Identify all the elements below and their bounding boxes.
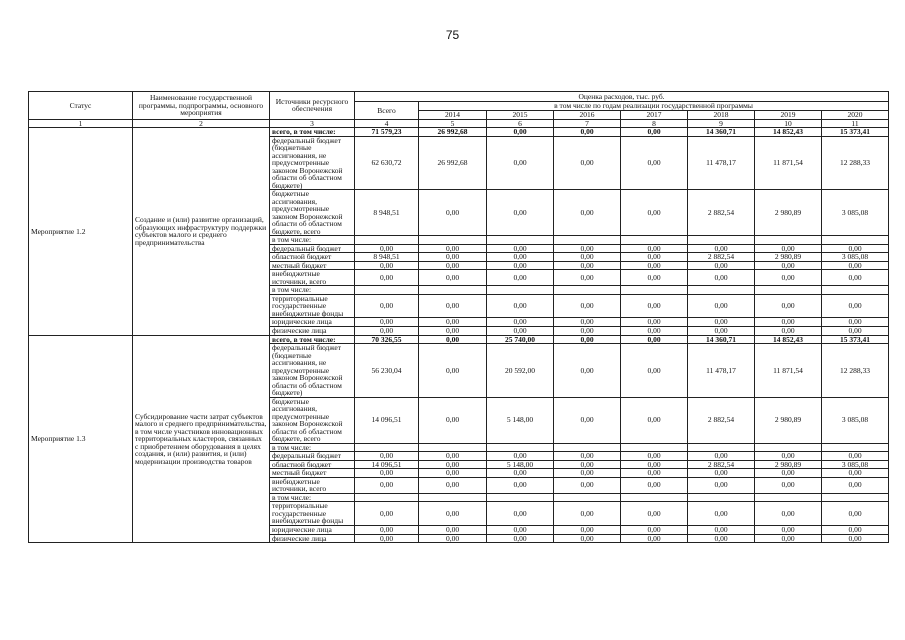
total-value-cell: 71 579,23	[355, 128, 419, 137]
total-row	[29, 128, 889, 137]
year-value-cell: 0,00	[688, 534, 755, 543]
year-value-cell	[554, 236, 621, 245]
column-numbers-row	[29, 119, 889, 128]
year-value-cell: 0,00	[621, 136, 688, 190]
year-value-cell: 0,00	[487, 525, 554, 534]
year-value-cell: 26 992,68	[419, 128, 487, 137]
year-value-cell: 0,00	[822, 327, 889, 336]
total-value-cell: 0,00	[355, 534, 419, 543]
funding-source: территориальные государственные внебюджетные фонды	[270, 294, 355, 318]
header-status: Статус	[29, 92, 133, 120]
column-number: 9	[688, 119, 755, 128]
year-value-cell: 0,00	[688, 525, 755, 534]
funding-source: юридические лица	[270, 525, 355, 534]
header-year: 2014	[419, 111, 487, 120]
year-value-cell: 0,00	[554, 270, 621, 286]
year-value-cell: 0,00	[554, 397, 621, 443]
year-value-cell: 0,00	[554, 253, 621, 262]
year-value-cell	[487, 443, 554, 452]
year-value-cell	[688, 493, 755, 502]
year-value-cell: 0,00	[487, 294, 554, 318]
funding-source: в том числе:	[270, 236, 355, 245]
year-value-cell	[755, 236, 822, 245]
header-year: 2016	[554, 111, 621, 120]
funding-source: внебюджетные источники, всего	[270, 270, 355, 286]
total-value-cell: 0,00	[355, 525, 419, 534]
total-row	[29, 335, 889, 344]
year-value-cell: 0,00	[621, 294, 688, 318]
total-value-cell	[355, 236, 419, 245]
total-value-cell: 0,00	[355, 261, 419, 270]
total-value-cell: 14 096,51	[355, 460, 419, 469]
year-value-cell: 3 085,08	[822, 253, 889, 262]
year-value-cell: 15 373,41	[822, 335, 889, 344]
year-value-cell: 0,00	[755, 294, 822, 318]
year-value-cell: 0,00	[755, 270, 822, 286]
year-value-cell: 15 373,41	[822, 128, 889, 137]
funding-source: в том числе:	[270, 443, 355, 452]
funding-source: внебюджетные источники, всего	[270, 477, 355, 493]
header-year: 2017	[621, 111, 688, 120]
year-value-cell: 0,00	[554, 502, 621, 526]
year-value-cell: 0,00	[487, 477, 554, 493]
year-value-cell: 0,00	[419, 327, 487, 336]
total-value-cell	[355, 493, 419, 502]
year-value-cell: 0,00	[487, 270, 554, 286]
year-value-cell: 0,00	[554, 136, 621, 190]
year-value-cell: 0,00	[621, 460, 688, 469]
year-value-cell: 20 592,00	[487, 344, 554, 398]
year-value-cell: 0,00	[822, 294, 889, 318]
total-value-cell: 0,00	[355, 477, 419, 493]
total-value-cell: 0,00	[355, 318, 419, 327]
year-value-cell: 0,00	[554, 525, 621, 534]
year-value-cell	[487, 236, 554, 245]
year-value-cell: 0,00	[554, 190, 621, 236]
year-value-cell: 0,00	[822, 270, 889, 286]
year-value-cell: 0,00	[621, 327, 688, 336]
year-value-cell: 0,00	[487, 244, 554, 253]
year-value-cell: 0,00	[621, 190, 688, 236]
year-value-cell: 2 882,54	[688, 253, 755, 262]
year-value-cell: 0,00	[554, 335, 621, 344]
year-value-cell: 11 871,54	[755, 136, 822, 190]
year-value-cell: 0,00	[487, 128, 554, 137]
year-value-cell: 0,00	[487, 452, 554, 461]
year-value-cell: 0,00	[487, 534, 554, 543]
column-number: 11	[822, 119, 889, 128]
year-value-cell: 0,00	[755, 502, 822, 526]
year-value-cell: 0,00	[419, 253, 487, 262]
year-value-cell: 0,00	[755, 469, 822, 478]
funding-source: федеральный бюджет (бюджетные ассигнования, не предусмотренные законом Воронежской области об областном бюджете)	[270, 344, 355, 398]
total-value-cell: 0,00	[355, 502, 419, 526]
year-value-cell	[822, 236, 889, 245]
table-body	[29, 128, 889, 543]
total-value-cell: 0,00	[355, 270, 419, 286]
year-value-cell: 0,00	[554, 327, 621, 336]
year-value-cell: 0,00	[755, 534, 822, 543]
year-value-cell: 0,00	[554, 244, 621, 253]
year-value-cell: 2 980,89	[755, 397, 822, 443]
year-value-cell: 5 148,00	[487, 460, 554, 469]
year-value-cell	[554, 286, 621, 295]
total-value-cell: 0,00	[355, 327, 419, 336]
funding-source: физические лица	[270, 534, 355, 543]
year-value-cell: 0,00	[419, 502, 487, 526]
year-value-cell: 5 148,00	[487, 397, 554, 443]
year-value-cell: 0,00	[419, 344, 487, 398]
page-number: 75	[445, 28, 460, 42]
funding-source: территориальные государственные внебюджетные фонды	[270, 502, 355, 526]
year-value-cell: 0,00	[621, 318, 688, 327]
column-number: 2	[133, 119, 270, 128]
total-value-cell: 8 948,51	[355, 190, 419, 236]
year-value-cell: 0,00	[822, 534, 889, 543]
year-value-cell: 2 882,54	[688, 190, 755, 236]
year-value-cell: 0,00	[419, 525, 487, 534]
year-value-cell: 2 980,89	[755, 460, 822, 469]
column-number: 10	[755, 119, 822, 128]
year-value-cell: 0,00	[822, 261, 889, 270]
year-value-cell: 0,00	[554, 534, 621, 543]
year-value-cell: 0,00	[755, 327, 822, 336]
year-value-cell: 0,00	[822, 525, 889, 534]
year-value-cell: 0,00	[487, 502, 554, 526]
year-value-cell: 0,00	[621, 469, 688, 478]
year-value-cell: 0,00	[554, 318, 621, 327]
year-value-cell: 0,00	[822, 502, 889, 526]
funding-source: областной бюджет	[270, 460, 355, 469]
year-value-cell	[755, 493, 822, 502]
total-value-cell: 0,00	[355, 244, 419, 253]
header-total: Всего	[355, 102, 419, 120]
year-value-cell: 0,00	[419, 335, 487, 344]
funding-source: местный бюджет	[270, 261, 355, 270]
year-value-cell	[688, 286, 755, 295]
year-value-cell: 26 992,68	[419, 136, 487, 190]
year-value-cell: 0,00	[621, 525, 688, 534]
year-value-cell	[487, 493, 554, 502]
year-value-cell: 2 980,89	[755, 190, 822, 236]
year-value-cell: 11 871,54	[755, 344, 822, 398]
year-value-cell: 0,00	[487, 136, 554, 190]
year-value-cell: 2 980,89	[755, 253, 822, 262]
year-value-cell: 0,00	[688, 469, 755, 478]
year-value-cell: 25 740,00	[487, 335, 554, 344]
column-number: 5	[419, 119, 487, 128]
total-value-cell	[355, 443, 419, 452]
year-value-cell: 0,00	[688, 502, 755, 526]
year-value-cell	[554, 443, 621, 452]
header-year: 2020	[822, 111, 889, 120]
year-value-cell: 0,00	[755, 318, 822, 327]
year-value-cell: 12 288,33	[822, 344, 889, 398]
year-value-cell	[554, 493, 621, 502]
year-value-cell	[419, 236, 487, 245]
year-value-cell	[755, 443, 822, 452]
header-name: Наименование государственной программы, подпрограммы, основного мероприятия	[133, 92, 270, 120]
year-value-cell: 0,00	[822, 469, 889, 478]
year-value-cell: 0,00	[554, 294, 621, 318]
year-value-cell: 0,00	[621, 253, 688, 262]
year-value-cell: 14 360,71	[688, 335, 755, 344]
year-value-cell: 11 478,17	[688, 344, 755, 398]
funding-source: областной бюджет	[270, 253, 355, 262]
total-value-cell: 14 096,51	[355, 397, 419, 443]
funding-source: бюджетные ассигнования, предусмотренные законом Воронежской области об областном бюджете, всего	[270, 190, 355, 236]
year-value-cell: 0,00	[621, 477, 688, 493]
year-value-cell: 0,00	[419, 397, 487, 443]
year-value-cell	[621, 236, 688, 245]
year-value-cell: 0,00	[554, 469, 621, 478]
year-value-cell: 0,00	[487, 327, 554, 336]
funding-source: юридические лица	[270, 318, 355, 327]
year-value-cell: 0,00	[419, 534, 487, 543]
year-value-cell: 0,00	[419, 452, 487, 461]
year-value-cell: 0,00	[487, 469, 554, 478]
year-value-cell: 0,00	[755, 452, 822, 461]
year-value-cell: 0,00	[822, 244, 889, 253]
year-value-cell	[755, 286, 822, 295]
measure-status: Мероприятие 1.2	[29, 128, 133, 336]
total-value-cell: 0,00	[355, 294, 419, 318]
year-value-cell	[487, 286, 554, 295]
year-value-cell: 0,00	[419, 244, 487, 253]
column-number: 6	[487, 119, 554, 128]
year-value-cell	[688, 236, 755, 245]
year-value-cell: 0,00	[419, 460, 487, 469]
column-number: 8	[621, 119, 688, 128]
year-value-cell: 0,00	[419, 294, 487, 318]
year-value-cell	[822, 443, 889, 452]
header-by-years: в том числе по годам реализации государственной программы	[419, 102, 889, 111]
total-value-cell	[355, 286, 419, 295]
year-value-cell: 3 085,08	[822, 397, 889, 443]
funding-source: местный бюджет	[270, 469, 355, 478]
year-value-cell: 0,00	[688, 452, 755, 461]
year-value-cell: 0,00	[621, 397, 688, 443]
year-value-cell: 0,00	[554, 452, 621, 461]
year-value-cell: 0,00	[554, 344, 621, 398]
year-value-cell	[621, 286, 688, 295]
year-value-cell: 0,00	[554, 460, 621, 469]
year-value-cell: 14 360,71	[688, 128, 755, 137]
year-value-cell: 0,00	[688, 244, 755, 253]
year-value-cell: 0,00	[554, 477, 621, 493]
year-value-cell	[419, 493, 487, 502]
year-value-cell: 0,00	[688, 318, 755, 327]
year-value-cell	[621, 443, 688, 452]
year-value-cell: 3 085,08	[822, 460, 889, 469]
year-value-cell: 2 882,54	[688, 397, 755, 443]
year-value-cell: 0,00	[688, 294, 755, 318]
year-value-cell: 0,00	[621, 534, 688, 543]
year-value-cell: 0,00	[621, 452, 688, 461]
year-value-cell: 0,00	[822, 477, 889, 493]
year-value-cell: 3 085,08	[822, 190, 889, 236]
measure-name: Субсидирование части затрат субъектов малого и среднего предпринимательства, в том числе участников инновационных территориальных кластеров, связанных с приобретением оборудования в целях создания, и (или) развития, и (или) модернизации производства товаров	[133, 335, 270, 543]
year-value-cell: 0,00	[419, 270, 487, 286]
header-year: 2015	[487, 111, 554, 120]
year-value-cell: 0,00	[487, 190, 554, 236]
measure-status: Мероприятие 1.3	[29, 335, 133, 543]
header-year: 2018	[688, 111, 755, 120]
total-value-cell: 62 630,72	[355, 136, 419, 190]
funding-source: физические лица	[270, 327, 355, 336]
year-value-cell: 0,00	[688, 477, 755, 493]
year-value-cell: 14 852,43	[755, 128, 822, 137]
year-value-cell: 0,00	[487, 318, 554, 327]
funding-source: в том числе:	[270, 286, 355, 295]
year-value-cell: 0,00	[419, 469, 487, 478]
year-value-cell: 0,00	[621, 128, 688, 137]
funding-source: всего, в том числе:	[270, 128, 355, 137]
funding-source: федеральный бюджет (бюджетные ассигнования, не предусмотренные законом Воронежской области об областном бюджете)	[270, 136, 355, 190]
year-value-cell: 0,00	[554, 261, 621, 270]
year-value-cell: 0,00	[688, 270, 755, 286]
total-value-cell: 0,00	[355, 452, 419, 461]
total-value-cell: 0,00	[355, 469, 419, 478]
year-value-cell	[621, 493, 688, 502]
year-value-cell: 0,00	[621, 244, 688, 253]
column-number: 3	[270, 119, 355, 128]
year-value-cell	[822, 493, 889, 502]
header-source: Источники ресурсного обеспечения	[270, 92, 355, 120]
year-value-cell: 11 478,17	[688, 136, 755, 190]
budget-table	[28, 91, 889, 543]
funding-source: федеральный бюджет	[270, 244, 355, 253]
year-value-cell: 0,00	[419, 477, 487, 493]
total-value-cell: 70 326,55	[355, 335, 419, 344]
year-value-cell: 0,00	[621, 344, 688, 398]
funding-source: в том числе:	[270, 493, 355, 502]
total-value-cell: 56 230,04	[355, 344, 419, 398]
year-value-cell	[419, 286, 487, 295]
header-estimate: Оценка расходов, тыс. руб.	[355, 92, 889, 102]
year-value-cell: 0,00	[419, 190, 487, 236]
year-value-cell: 0,00	[688, 327, 755, 336]
year-value-cell: 0,00	[554, 128, 621, 137]
year-value-cell: 0,00	[621, 270, 688, 286]
year-value-cell: 2 882,54	[688, 460, 755, 469]
column-number: 4	[355, 119, 419, 128]
year-value-cell: 0,00	[487, 261, 554, 270]
year-value-cell	[419, 443, 487, 452]
year-value-cell	[688, 443, 755, 452]
year-value-cell: 0,00	[621, 335, 688, 344]
year-value-cell: 0,00	[487, 253, 554, 262]
year-value-cell: 0,00	[621, 502, 688, 526]
funding-source: всего, в том числе:	[270, 335, 355, 344]
header-year: 2019	[755, 111, 822, 120]
funding-source: бюджетные ассигнования, предусмотренные законом Воронежской области об областном бюджете, всего	[270, 397, 355, 443]
year-value-cell: 0,00	[755, 525, 822, 534]
year-value-cell: 0,00	[755, 477, 822, 493]
total-value-cell: 8 948,51	[355, 253, 419, 262]
measure-name: Создание и (или) развитие организаций, образующих инфраструктуру поддержки субъектов малого и среднего предпринимательства	[133, 128, 270, 336]
column-number: 1	[29, 119, 133, 128]
year-value-cell: 0,00	[419, 261, 487, 270]
year-value-cell: 14 852,43	[755, 335, 822, 344]
funding-source: федеральный бюджет	[270, 452, 355, 461]
year-value-cell: 0,00	[755, 261, 822, 270]
year-value-cell: 0,00	[419, 318, 487, 327]
year-value-cell: 0,00	[822, 318, 889, 327]
year-value-cell: 12 288,33	[822, 136, 889, 190]
year-value-cell: 0,00	[755, 244, 822, 253]
year-value-cell: 0,00	[621, 261, 688, 270]
column-number: 7	[554, 119, 621, 128]
year-value-cell: 0,00	[822, 452, 889, 461]
year-value-cell: 0,00	[688, 261, 755, 270]
year-value-cell	[822, 286, 889, 295]
